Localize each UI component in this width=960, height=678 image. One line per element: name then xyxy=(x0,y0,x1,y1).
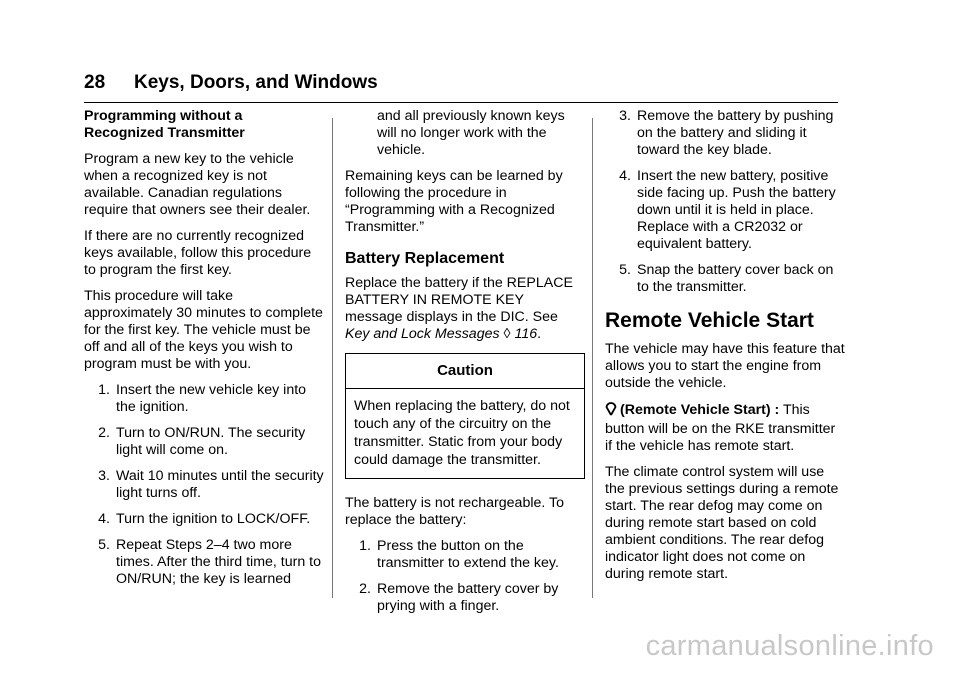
paragraph: If there are no currently recognized keys available, follow this procedure to program the first key. xyxy=(84,228,312,278)
page-arrow-icon: ◊ xyxy=(503,326,511,342)
list-item xyxy=(345,538,585,572)
caution-title: Caution xyxy=(346,354,584,389)
step-number: 4. xyxy=(98,511,110,527)
step-text: Press the button on the transmitter to extend the key. xyxy=(377,538,559,571)
step-number: 2. xyxy=(98,425,110,441)
paragraph: The battery is not rechargeable. To replace the battery: xyxy=(345,495,564,528)
list-item xyxy=(84,537,324,588)
step-number: 5. xyxy=(98,537,110,553)
page-header xyxy=(84,70,838,103)
step-text: Remove the battery by pushing on the battery and sliding it toward the key blade. xyxy=(637,108,834,158)
paragraph xyxy=(345,275,585,343)
step-text: Remove the battery cover by prying with a finger. xyxy=(377,581,559,614)
paragraph: The vehicle may have this feature that allows you to start the engine from outside the vehicle. xyxy=(605,341,845,391)
paragraph: Program a new key to the vehicle when a recognized key is not available. Canadian regulations require that owners see their dealer. xyxy=(84,151,311,218)
cross-reference-link[interactable]: Key and Lock Messages xyxy=(345,326,500,342)
step-text: Wait 10 minutes until the security light turns off. xyxy=(116,468,324,501)
list-item xyxy=(84,468,324,502)
reference-page[interactable]: 116 xyxy=(514,326,538,342)
list-item xyxy=(605,108,845,159)
column-2 xyxy=(345,108,585,624)
step-text: Repeat Steps 2–4 two more times. After the third time, turn to ON/RUN; the key is learned xyxy=(116,537,322,587)
paragraph-end: . xyxy=(537,326,542,342)
paragraph xyxy=(605,401,845,455)
step-number: 5. xyxy=(619,262,631,278)
step-number: 3. xyxy=(98,468,110,484)
remote-vehicle-start-heading: Remote Vehicle Start xyxy=(605,309,814,332)
list-item xyxy=(84,425,324,459)
list-item xyxy=(345,581,585,615)
step-text: Insert the new battery, positive side facing up. Push the battery down until it is held in place. Replace with a CR2032 or equivalent battery. xyxy=(637,168,836,252)
step-number: 3. xyxy=(619,108,631,124)
watermark xyxy=(0,630,960,663)
step-text: Turn the ignition to LOCK/OFF. xyxy=(116,511,311,527)
step-number: 4. xyxy=(619,168,631,184)
paragraph-text: Replace the battery if the REPLACE BATTERY IN REMOTE KEY message displays in the DIC. See xyxy=(345,275,573,325)
step-text: Turn to ON/RUN. The security light will come on. xyxy=(116,425,306,458)
paragraph: Remaining keys can be learned by following the procedure in “Programming with a Recognized Transmitter.” xyxy=(345,168,563,235)
step-number: 1. xyxy=(98,382,110,398)
step-number: 1. xyxy=(359,538,371,554)
list-item xyxy=(84,511,324,528)
watermark-text: carmanualsonline.info xyxy=(645,630,934,662)
step-text: Snap the battery cover back on to the transmitter. xyxy=(637,262,834,295)
column-divider xyxy=(592,118,593,598)
page-number: 28 xyxy=(84,72,106,93)
chapter-title: Keys, Doors, and Windows xyxy=(134,72,378,93)
programming-heading: Programming without a Recognized Transmitter xyxy=(84,108,245,141)
column-3 xyxy=(605,108,845,592)
column-divider xyxy=(332,118,333,598)
step-text: Insert the new vehicle key into the ignition. xyxy=(116,382,307,415)
step-continuation: and all previously known keys will no longer work with the vehicle. xyxy=(377,108,565,158)
paragraph: This procedure will take approximately 30 minutes to complete for the first key. The vehicle must be off and all of the keys you wish to program must be with you. xyxy=(84,288,323,372)
list-item xyxy=(605,168,845,253)
list-item xyxy=(605,262,845,296)
column-1 xyxy=(84,108,324,597)
step-number: 2. xyxy=(359,581,371,597)
battery-replacement-heading: Battery Replacement xyxy=(345,250,505,267)
remote-start-icon xyxy=(605,401,617,421)
caution-text: When replacing the battery, do not touch any of the circuitry on the transmitter. Static from your body could damage the transmitter. xyxy=(354,398,570,468)
remote-start-text: This button will be on the RKE transmitter if the vehicle has remote start. xyxy=(605,402,836,454)
paragraph: The climate control system will use the previous settings during a remote start. The rear defog may come on during remote start based on cold ambient conditions. The rear defog indicator light does not come on during remote start. xyxy=(605,464,839,582)
remote-start-label: (Remote Vehicle Start) : xyxy=(620,402,780,418)
caution-box xyxy=(345,353,585,479)
list-item xyxy=(84,382,324,416)
